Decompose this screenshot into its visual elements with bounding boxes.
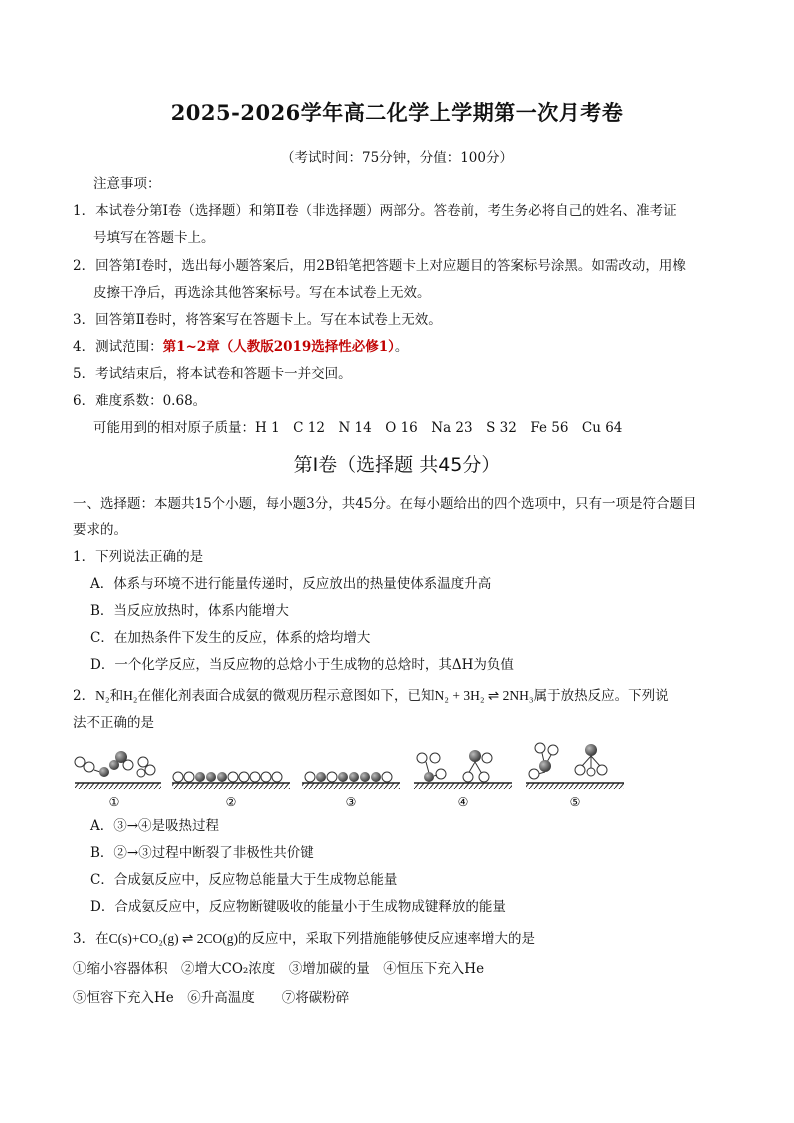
test-scope: 第1~2章（人教版2019选择性必修1） <box>162 339 395 355</box>
question-2-stem: 2．N₂和H₂在催化剂表面合成氨的微观历程示意图如下，已知N₂ + 3H₂ ⇌ 2NH₃属于放热反应。下列说 <box>73 688 669 704</box>
note-item-5: 5．考试结束后，将本试卷和答题卡一并交回。 <box>73 366 352 382</box>
section-intro-cont: 要求的。 <box>73 522 127 538</box>
q1-option-a: A．体系与环境不进行能量传递时，反应放出的热量使体系温度升高 <box>90 576 492 592</box>
q2-option-d: D．合成氨反应中，反应物断键吸收的能量小于生成物成键释放的能量 <box>90 899 506 915</box>
diagram-label-1: ① <box>108 795 120 809</box>
section-title: 第Ⅰ卷（选择题 共45分） <box>293 454 501 476</box>
q3-choices-row-2: ⑤恒容下充入He ⑥升高温度 ⑦将碳粉碎 <box>73 990 350 1006</box>
note-item-1: 1．本试卷分第Ⅰ卷（选择题）和第Ⅱ卷（非选择题）两部分。答卷前，考生务必将自己的姓名、准考证 <box>73 203 677 219</box>
diagram-label-2: ② <box>225 795 237 809</box>
diagram-label-5: ⑤ <box>569 795 581 809</box>
note-item-4: 4．测试范围：第1~2章（人教版2019选择性必修1）。 <box>73 339 409 355</box>
notes-heading: 注意事项： <box>93 176 161 192</box>
question-2-stem-cont: 法不正确的是 <box>73 715 154 731</box>
q2-option-a: A．③→④是吸热过程 <box>90 818 220 834</box>
exam-info: （考试时间：75分钟，分值：100分） <box>281 150 513 166</box>
atomic-mass: 可能用到的相对原子质量：H 1 C 12 N 14 O 16 Na 23 S 32 Fe 56 Cu 64 <box>93 420 623 436</box>
section-intro: 一、选择题：本题共15个小题，每小题3分，共45分。在每小题给出的四个选项中，只有一项是符合题目 <box>73 496 697 512</box>
diagram-panel-3 <box>302 772 400 789</box>
diagram-label-3: ③ <box>345 795 357 809</box>
diagram-panel-1 <box>75 751 161 789</box>
equation: N₂ + 3H₂ ⇌ 2NH₃ <box>434 688 534 703</box>
question-1-stem: 1．下列说法正确的是 <box>73 549 204 565</box>
diagram-panel-5 <box>526 743 624 789</box>
note-item-2: 2．回答第Ⅰ卷时，选出每小题答案后，用2B铅笔把答题卡上对应题目的答案标号涂黑。如需改动，用橡 <box>73 258 686 274</box>
note-item-3: 3．回答第Ⅱ卷时，将答案写在答题卡上。写在本试卷上无效。 <box>73 312 442 328</box>
q1-option-d: D．一个化学反应，当反应物的总焓小于生成物的总焓时，其ΔH为负值 <box>90 657 514 673</box>
diagram-panel-2 <box>172 772 290 789</box>
diagram-panel-4 <box>414 750 512 789</box>
question-3-stem: 3．在C(s)+CO₂(g) ⇌ 2CO(g)的反应中，采取下列措施能够使反应速率增大的是 <box>73 931 535 947</box>
q1-option-b: B．当反应放热时，体系内能增大 <box>90 603 289 619</box>
note-item-6: 6．难度系数：0.68。 <box>73 393 207 409</box>
page-title: 2025-2026学年高二化学上学期第一次月考卷 <box>170 100 624 125</box>
q1-option-c: C．在加热条件下发生的反应，体系的焓均增大 <box>90 630 371 646</box>
q2-option-c: C．合成氨反应中，反应物总能量大于生成物总能量 <box>90 872 398 888</box>
note-item-1-cont: 号填写在答题卡上。 <box>93 230 215 246</box>
diagram-label-4: ④ <box>457 795 469 809</box>
q3-choices-row-1: ①缩小容器体积 ②增大CO₂浓度 ③增加碳的量 ④恒压下充入He <box>73 961 485 977</box>
equation: C(s)+CO₂(g) ⇌ 2CO(g) <box>108 931 238 946</box>
q2-option-b: B．②→③过程中断裂了非极性共价键 <box>90 845 314 861</box>
note-item-2-cont: 皮擦干净后，再选涂其他答案标号。写在本试卷上无效。 <box>93 285 431 301</box>
ammonia-synthesis-diagram <box>70 740 630 810</box>
